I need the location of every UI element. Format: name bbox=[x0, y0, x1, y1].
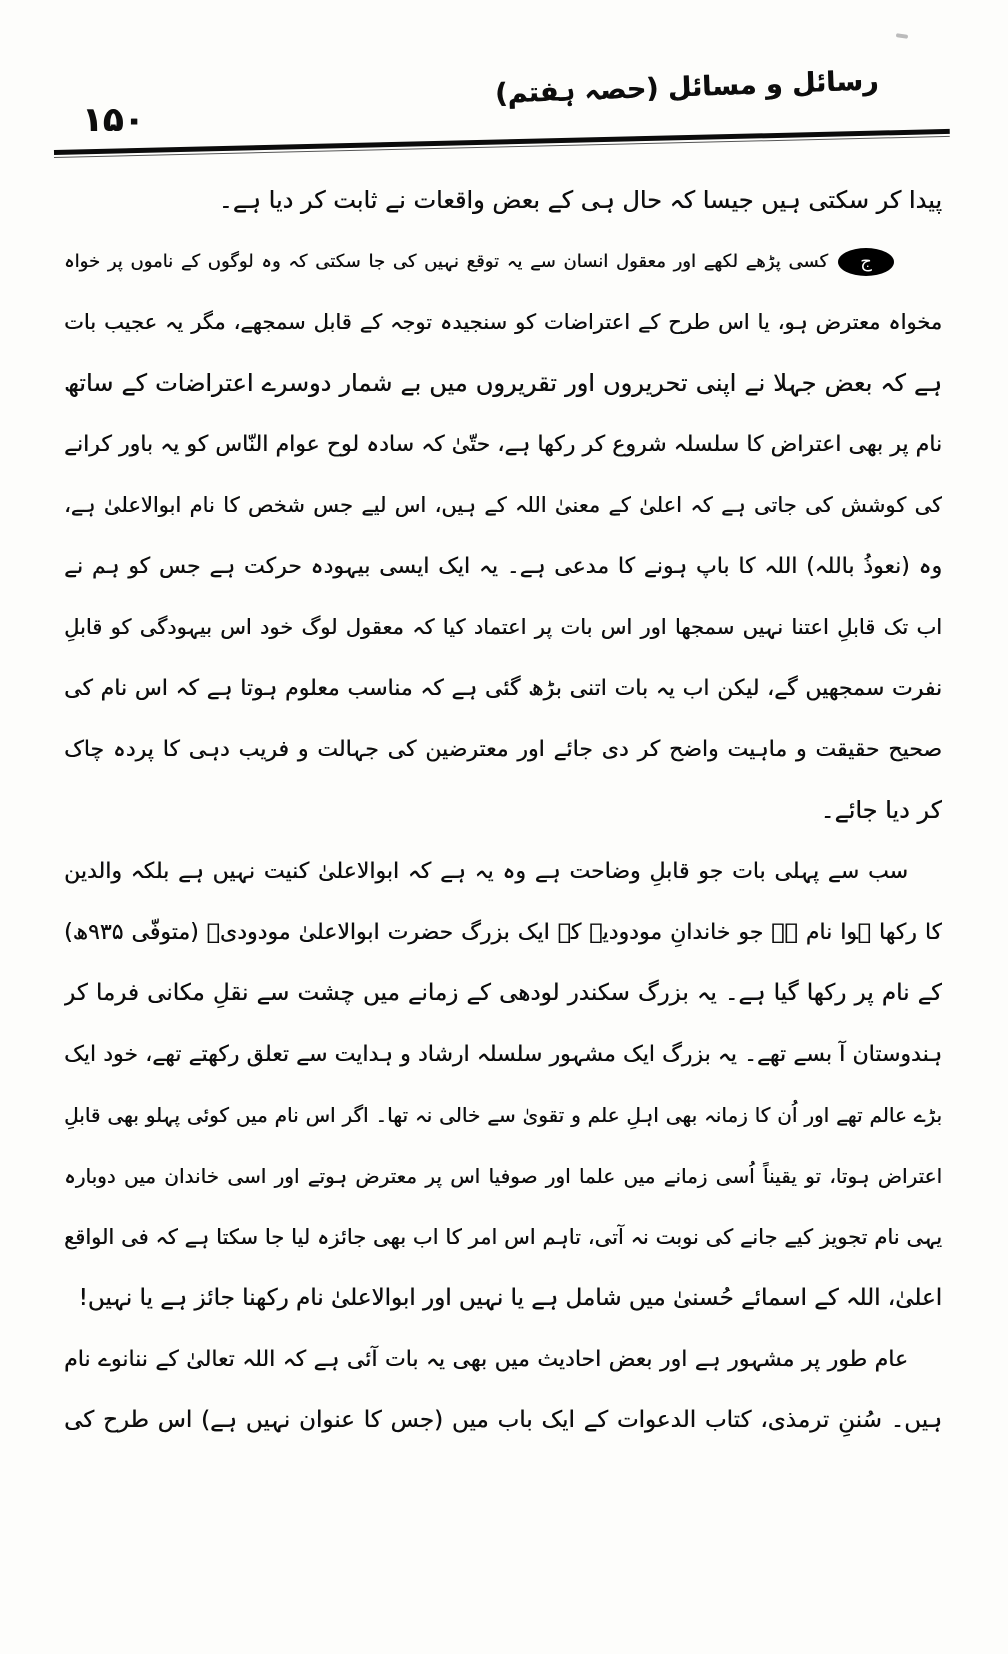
text-line: عام طور پر مشہور ہے اور بعض احادیث میں بھی یہ بات آئی ہے کہ اللہ تعالیٰ کے ننانوے نام bbox=[64, 1347, 908, 1372]
text-line: اعتراض ہوتا، تو یقیناً اُسی زمانے میں علما اور صوفیا اس پر معترض ہوتے اور اسی خاندان میں دوبارہ bbox=[64, 1164, 942, 1188]
text-line: سب سے پہلی بات جو قابلِ وضاحت ہے وہ یہ ہے کہ ابوالاعلیٰ کنیت نہیں ہے بلکہ والدین bbox=[64, 859, 908, 884]
text-line bbox=[64, 231, 942, 292]
text-line: پیدا کر سکتی ہیں جیسا کہ حال ہی کے بعض واقعات نے ثابت کر دیا ہے۔ bbox=[218, 186, 942, 214]
page-body bbox=[64, 170, 942, 1451]
header-rule bbox=[54, 129, 950, 155]
scan-artifact bbox=[896, 33, 908, 39]
text-line: کر دیا جائے۔ bbox=[820, 796, 942, 824]
text-line: اعلیٰ، اللہ کے اسمائے حُسنیٰ میں شامل ہے یا نہیں اور ابوالاعلیٰ نام رکھنا جائز ہے یا نہیں! bbox=[78, 1285, 942, 1311]
book-title: رسائل و مسائل (حصہ ہفتم) bbox=[494, 65, 879, 110]
text-line: کا رکھا ہوا نام ہے جو خاندانِ مودودیہ کے ایک بزرگ حضرت ابوالاعلیٰ مودودیؒ (متوفّی ۹۳۵ھ) bbox=[64, 920, 942, 945]
text-line-content: کسی پڑھے لکھے اور معقول انسان سے یہ توقع نہیں کی جا سکتی کہ وہ لوگوں کے ناموں پر خواہ bbox=[64, 251, 828, 272]
page-number: ۱۵۰ bbox=[82, 100, 145, 140]
text-line: ہے کہ بعض جہلا نے اپنی تحریروں اور تقریروں میں بے شمار دوسرے اعتراضات کے ساتھ bbox=[64, 369, 942, 397]
text-line: اب تک قابلِ اعتنا نہیں سمجھا اور اس بات پر اعتماد کیا کہ معقول لوگ خود اس بیہودگی کو قابلِ bbox=[64, 615, 942, 639]
answer-marker-badge: ج bbox=[838, 248, 894, 276]
text-line: نام پر بھی اعتراض کا سلسلہ شروع کر رکھا ہے، حتّیٰ کہ سادہ لوح عوام النّاس کو یہ باور کرانے bbox=[64, 432, 942, 457]
text-line: نفرت سمجھیں گے، لیکن اب یہ بات اتنی بڑھ گئی ہے کہ مناسب معلوم ہوتا ہے کہ اس نام کی bbox=[64, 676, 942, 701]
text-line: ہیں۔ سُننِ ترمذی، کتاب الدعوات کے ایک باب میں (جس کا عنوان نہیں ہے) اس طرح کی bbox=[64, 1407, 942, 1433]
text-line: وہ (نعوذُ باللہ) اللہ کا باپ ہونے کا مدعی ہے۔ یہ ایک ایسی بیہودہ حرکت ہے جس کو ہم نے bbox=[64, 554, 942, 579]
text-line: ہندوستان آ بسے تھے۔ یہ بزرگ ایک مشہور سلسلہ ارشاد و ہدایت سے تعلق رکھتے تھے، خود ایک bbox=[64, 1042, 942, 1067]
text-line: مخواہ معترض ہو، یا اس طرح کے اعتراضات کو سنجیدہ توجہ کے قابل سمجھے، مگر یہ عجیب بات bbox=[64, 310, 942, 334]
text-line: یہی نام تجویز کیے جانے کی نوبت نہ آتی، تاہم اس امر کا اب بھی جائزہ لیا جا سکتا ہے کہ فی الواقع bbox=[64, 1225, 942, 1249]
text-line: کے نام پر رکھا گیا ہے۔ یہ بزرگ سکندر لودھی کے زمانے میں چشت سے نقلِ مکانی فرما کر bbox=[64, 980, 942, 1006]
text-line: کی کوشش کی جاتی ہے کہ اعلیٰ کے معنیٰ اللہ کے ہیں، اس لیے جس شخص کا نام ابوالاعلیٰ ہے، bbox=[64, 493, 942, 517]
text-line: صحیح حقیقت و ماہیت واضح کر دی جائے اور معترضین کی جہالت و فریب دہی کا پردہ چاک bbox=[64, 737, 942, 762]
text-line: بڑے عالم تھے اور اُن کا زمانہ بھی اہلِ علم و تقویٰ سے خالی نہ تھا۔ اگر اس نام میں کوئی پہلو بھی قابلِ bbox=[64, 1103, 942, 1127]
